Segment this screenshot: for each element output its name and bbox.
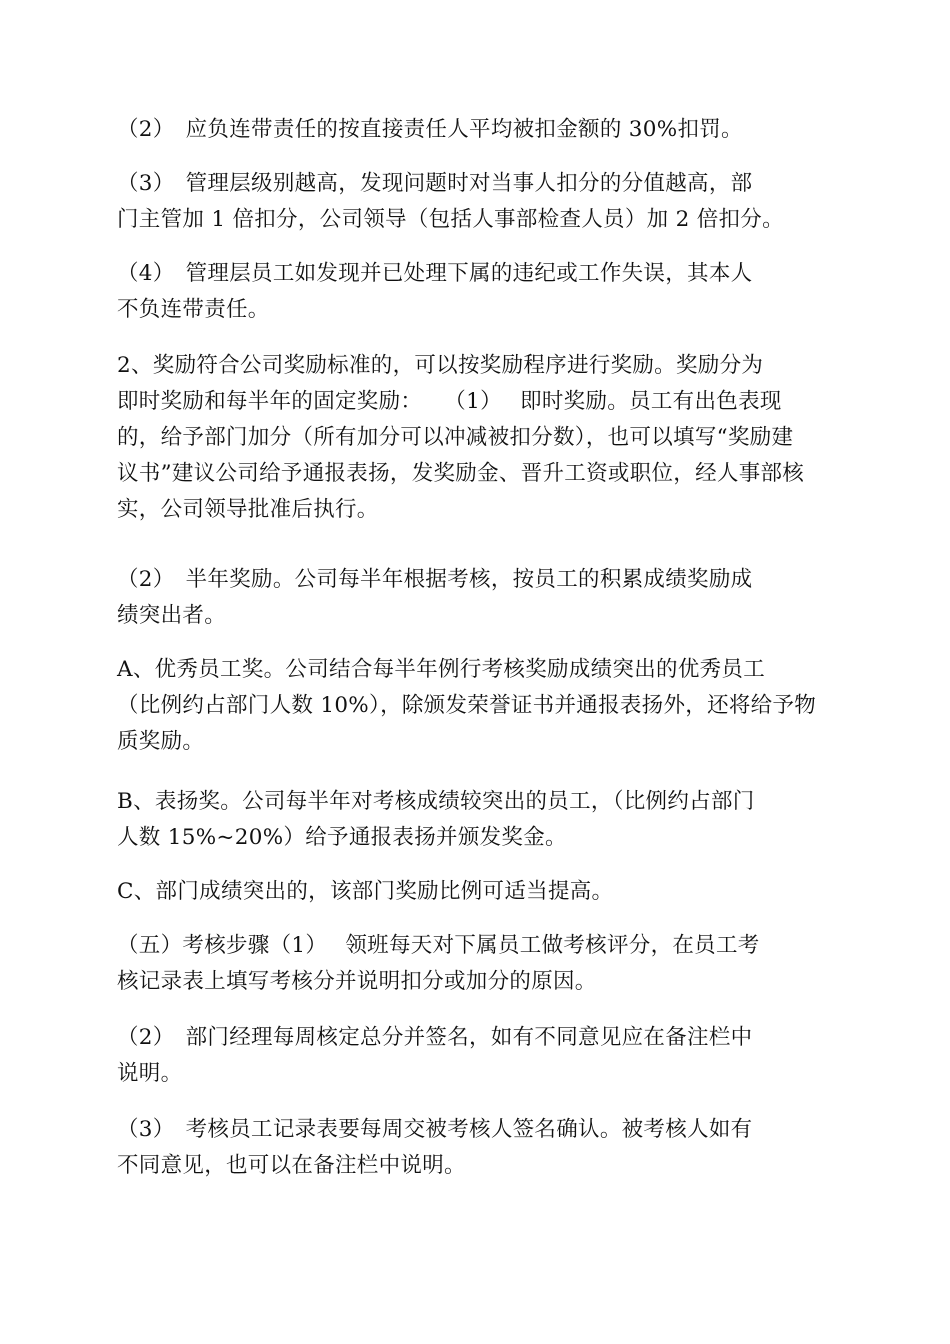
text-line: 人数 15%~20%）给予通报表扬并颁发奖金。 bbox=[117, 825, 567, 850]
text-line: 核记录表上填写考核分并说明扣分或加分的原因。 bbox=[117, 969, 597, 994]
paragraph-half-year-reward bbox=[117, 562, 835, 634]
text-line: （五）考核步骤（1） 领班每天对下属员工做考核评分，在员工考 bbox=[117, 933, 760, 958]
text-line: 不负连带责任。 bbox=[117, 297, 270, 322]
text-line: C、部门成绩突出的，该部门奖励比例可适当提高。 bbox=[117, 879, 614, 904]
paragraph-reward-overview bbox=[117, 348, 835, 528]
text-line: 的，给予部门加分（所有加分可以冲减被扣分数），也可以填写“奖励建 bbox=[117, 425, 794, 450]
paragraph-excellent-employee-award bbox=[117, 652, 835, 760]
text-line: 即时奖励和每半年的固定奖励： （1） 即时奖励。员工有出色表现 bbox=[117, 389, 782, 414]
text-line: 实，公司领导批准后执行。 bbox=[117, 497, 379, 522]
text-line: 说明。 bbox=[117, 1061, 183, 1086]
text-line: （4） 管理层员工如发现并已处理下属的违纪或工作失误，其本人 bbox=[117, 261, 753, 286]
text-line: （3） 考核员工记录表要每周交被考核人签名确认。被考核人如有 bbox=[117, 1117, 753, 1142]
text-line: （2） 部门经理每周核定总分并签名，如有不同意见应在备注栏中 bbox=[117, 1025, 753, 1050]
text-line: 不同意见，也可以在备注栏中说明。 bbox=[117, 1153, 466, 1178]
paragraph-management-level-deduction bbox=[117, 166, 835, 238]
text-line: （比例约占部门人数 10%），除颁发荣誉证书并通报表扬外，还将给予物 bbox=[117, 693, 817, 718]
text-line: B、表扬奖。公司每半年对考核成绩较突出的员工，（比例约占部门 bbox=[117, 789, 755, 814]
text-line: A、优秀员工奖。公司结合每半年例行考核奖励成绩突出的优秀员工 bbox=[117, 657, 766, 682]
paragraph-commendation-award bbox=[117, 784, 835, 856]
text-line: （2） 应负连带责任的按直接责任人平均被扣金额的 30%扣罚。 bbox=[117, 117, 743, 142]
text-line: （3） 管理层级别越高，发现问题时对当事人扣分的分值越高，部 bbox=[117, 171, 753, 196]
paragraph-employee-confirmation bbox=[117, 1112, 835, 1184]
text-line: 绩突出者。 bbox=[117, 603, 227, 628]
paragraph-manager-weekly-review bbox=[117, 1020, 835, 1092]
paragraph-joint-liability-deduction bbox=[117, 112, 835, 148]
paragraph-assessment-steps bbox=[117, 928, 835, 1000]
text-line: （2） 半年奖励。公司每半年根据考核，按员工的积累成绩奖励成 bbox=[117, 567, 753, 592]
text-line: 门主管加 1 倍扣分，公司领导（包括人事部检查人员）加 2 倍扣分。 bbox=[117, 207, 784, 232]
paragraph-management-exemption bbox=[117, 256, 835, 328]
paragraph-department-excellence bbox=[117, 874, 835, 910]
text-line: 质奖励。 bbox=[117, 729, 205, 754]
text-line: 议书”建议公司给予通报表扬，发奖励金、晋升工资或职位，经人事部核 bbox=[117, 461, 805, 486]
text-line: 2、奖励符合公司奖励标准的，可以按奖励程序进行奖励。奖励分为 bbox=[117, 353, 764, 378]
